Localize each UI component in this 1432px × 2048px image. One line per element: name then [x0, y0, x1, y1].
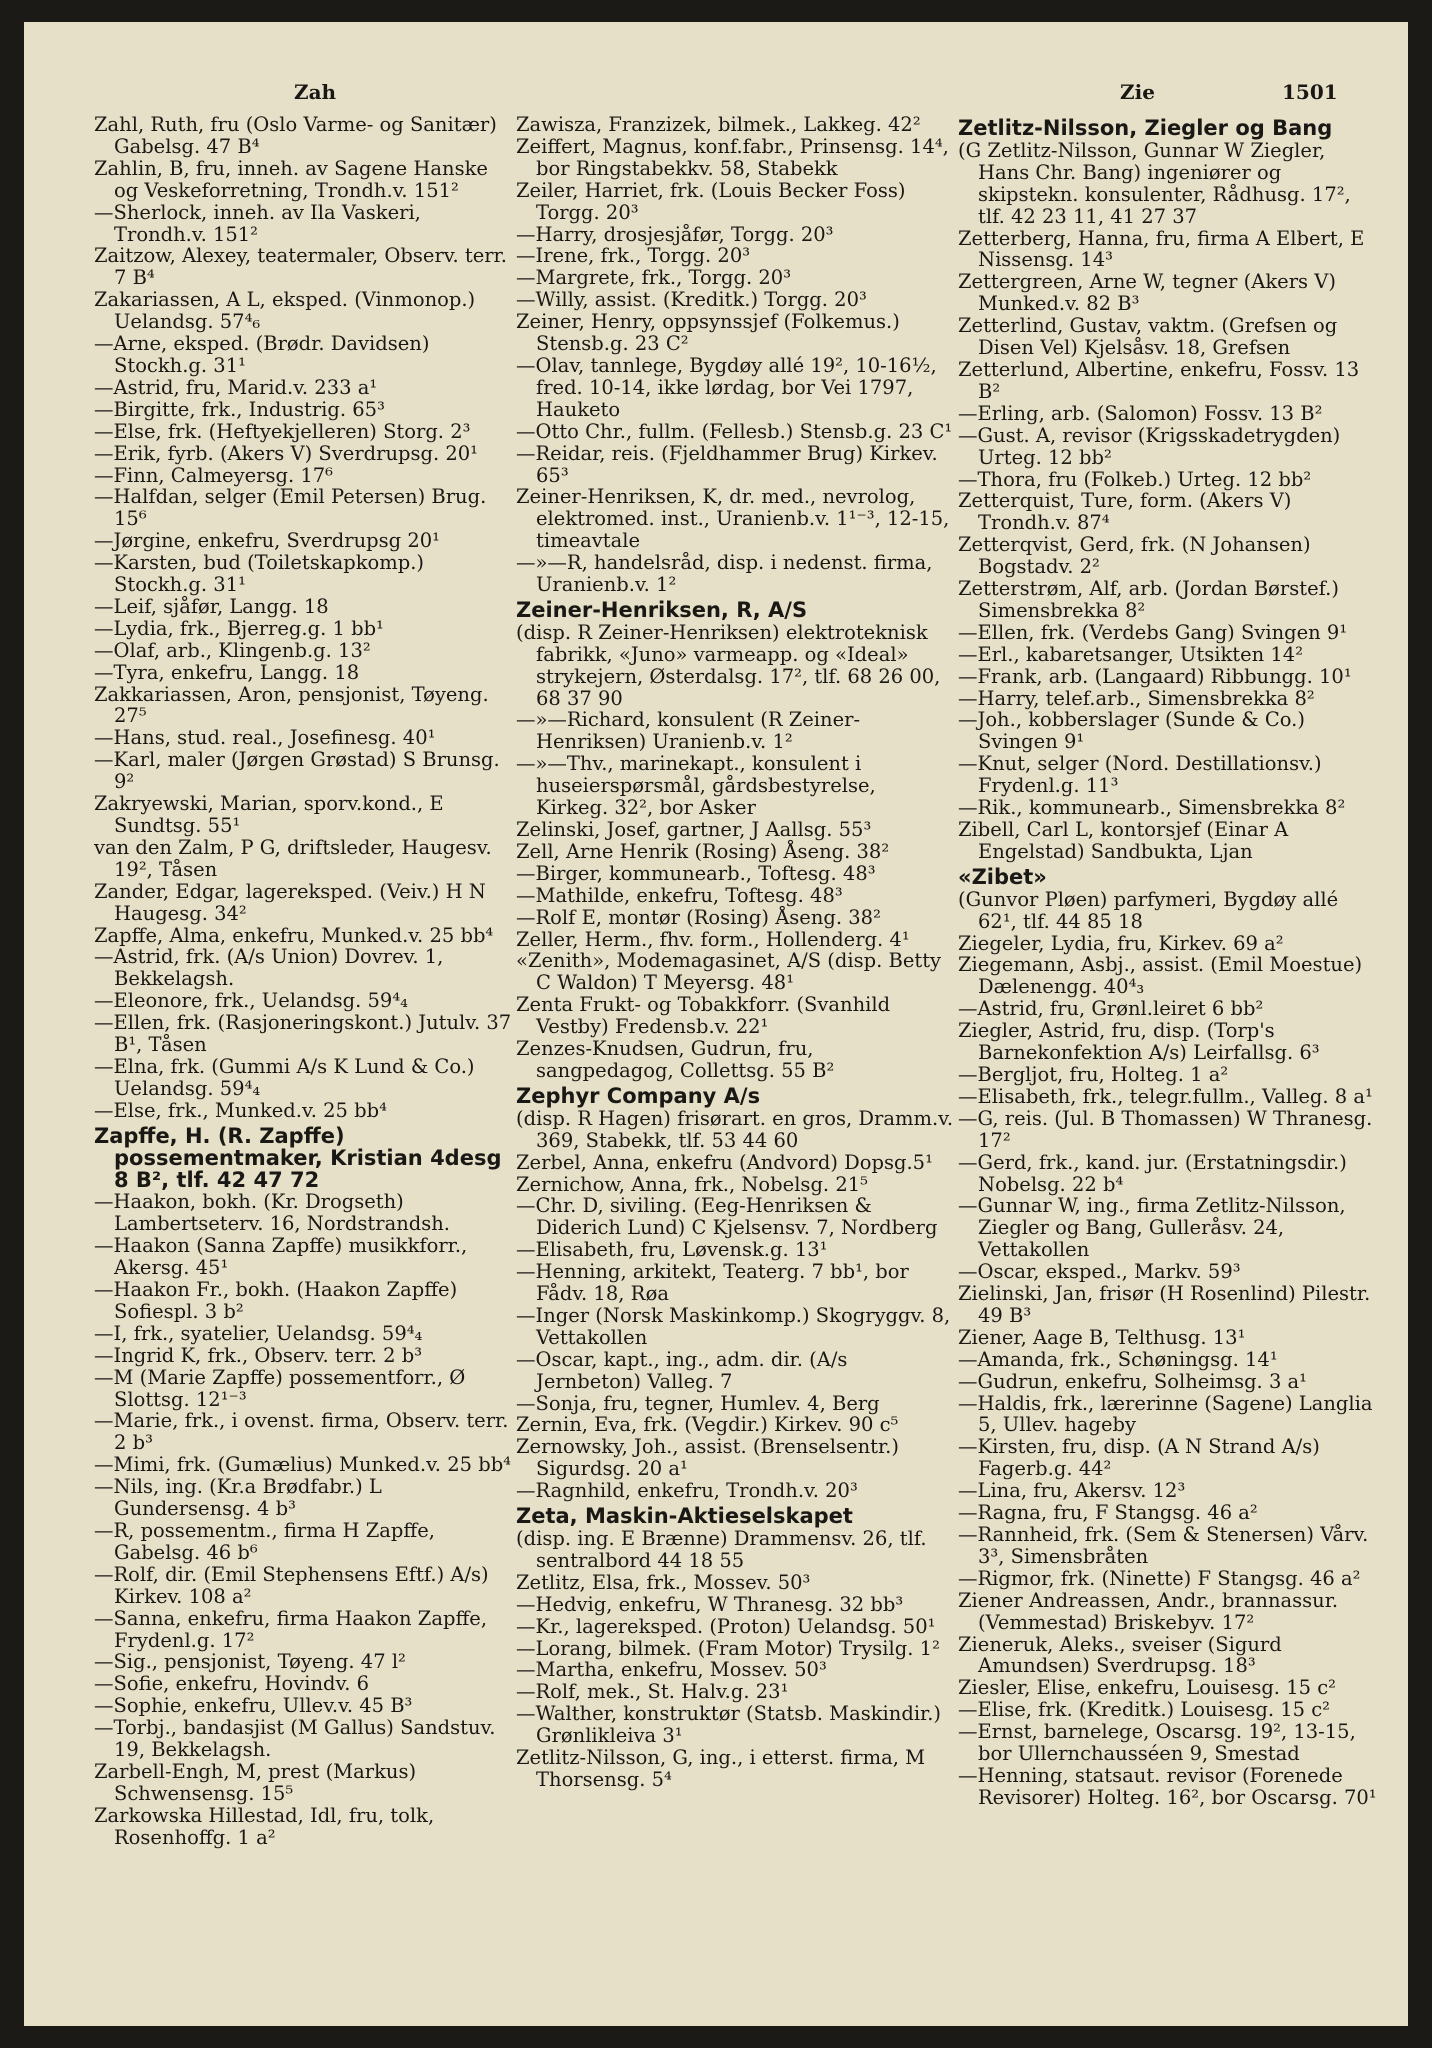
directory-entry: Zaitzow, Alexey, teatermaler, Observ. terr. 7 B⁴ — [94, 244, 514, 290]
directory-entry: —Walther, konstruktør (Statsb. Maskindir.) Grønlikleiva 3¹ — [516, 1702, 948, 1748]
directory-entry: —Sanna, enkefru, firma Haakon Zapffe, Frydenl.g. 17² — [94, 1606, 494, 1652]
directory-entry: —Arne, eksped. (Brødr. Davidsen) Stockh.g. 31¹ — [94, 332, 436, 377]
directory-entry: Zakryewski, Marian, sporv.kond., E Sundtsg. 55¹ — [94, 792, 450, 837]
directory-entry: Zetterquist, Ture, form. (Akers V) Trondh.v. 87⁴ — [958, 489, 1298, 535]
directory-entry: (disp. ing. E Brænne) Drammensv. 26, tlf. sentralbord 44 18 55 — [516, 1527, 933, 1572]
directory-entry: —Erling, arb. (Salomon) Fossv. 13 B² — [958, 401, 1323, 425]
directory-entry: —Oscar, kapt., ing., adm. dir. (A/s Jernbeton) Valleg. 7 — [516, 1347, 854, 1393]
directory-entry: —Karsten, bud (Toiletskapkomp.) Stockh.g. 31¹ — [94, 551, 431, 597]
directory-entry: —Willy, assist. (Kreditk.) Torgg. 20³ — [516, 288, 867, 312]
directory-entry: —R, possementm., firma H Zapffe, Gabelsg. 46 b⁶ — [94, 1519, 442, 1564]
directory-entry: —Olaf, arb., Klingenb.g. 13² — [94, 638, 371, 662]
directory-entry: Zapffe, Alma, enkefru, Munked.v. 25 bb⁴ — [94, 923, 494, 947]
directory-entry: Zetterstrøm, Alf, arb. (Jordan Børstef.) Simensbrekka 8² — [958, 577, 1346, 622]
directory-entry: —Sherlock, inneh. av Ila Vaskeri, Trondh.v. 151² — [94, 200, 428, 246]
directory-entry: (G Zetlitz-Nilsson, Gunnar W Ziegler, Hans Chr. Bang) ingeniører og skipstekn. konsulenter, Rådhusg. 17², tlf. 42 23 11, 41 27 37 — [958, 138, 1357, 228]
directory-entry: —Sofie, enkefru, Hovindv. 6 — [94, 1672, 370, 1696]
directory-entry: —Martha, enkefru, Mossev. 50³ — [516, 1658, 827, 1682]
directory-entry: Zettergreen, Arne W, tegner (Akers V) Munked.v. 82 B³ — [958, 270, 1343, 316]
directory-entry: —Rolf, mek., St. Halv.g. 23¹ — [516, 1680, 789, 1704]
firm-heading-entry: Zeiner-Henriksen, R, A/S — [516, 597, 808, 622]
directory-entry: —Astrid, fru, Marid.v. 233 a¹ — [94, 375, 378, 399]
directory-entry: —Haakon, bokh. (Kr. Drogseth) Lambertseterv. 16, Nordstrandsh. — [94, 1190, 451, 1236]
directory-entry: —Henning, statsaut. revisor (Forenede Revisorer) Holteg. 16², bor Oscarsg. 70¹ — [958, 1763, 1377, 1809]
directory-entry: Zander, Edgar, lagereksped. (Veiv.) H N Haugesg. 34² — [94, 879, 493, 925]
directory-entry: —Marie, frk., i ovenst. firma, Observ. terr. 2 b³ — [94, 1409, 515, 1455]
directory-entry: —Frank, arb. (Langaard) Ribbungg. 10¹ — [958, 664, 1352, 688]
directory-entry: —Rigmor, frk. (Ninette) F Stangsg. 46 a² — [958, 1566, 1361, 1590]
directory-entry: —Oscar, eksped., Markv. 59³ — [958, 1260, 1241, 1284]
directory-entry: —Erl., kabaretsanger, Utsikten 14² — [958, 642, 1304, 666]
directory-entry: —Halfdan, selger (Emil Petersen) Brug. 15⁶ — [94, 485, 493, 531]
firm-heading-entry: «Zibet» — [958, 864, 1047, 889]
directory-entry: —Mimi, frk. (Gumælius) Munked.v. 25 bb⁴ — [94, 1453, 512, 1477]
directory-entry: —Harry, drosjesjåfør, Torgg. 20³ — [516, 222, 834, 246]
firm-heading-entry: Zeta, Maskin-Aktieselskapet — [516, 1504, 853, 1529]
directory-entry: —Erik, fyrb. (Akers V) Sverdrupsg. 20¹ — [94, 441, 479, 465]
directory-entry: Zahl, Ruth, fru (Oslo Varme- og Sanitær) Gabelsg. 47 B⁴ — [94, 113, 504, 158]
column-2 — [516, 113, 960, 2014]
directory-entry: —Ernst, barnelege, Oscarsg. 19², 13-15, bor Ullernchausséen 9, Smestad — [958, 1720, 1362, 1766]
directory-entry: —Margrete, frk., Torgg. 20³ — [516, 266, 792, 290]
directory-entry: —Kirsten, fru, disp. (A N Strand A/s) Fagerb.g. 44² — [958, 1435, 1327, 1481]
directory-entry: Zernowsky, Joh., assist. (Brenselsentr.) Sigurdsg. 20 a¹ — [516, 1435, 906, 1481]
directory-entry: Zakariassen, A L, eksped. (Vinmonop.) Uelandsg. 57⁴₆ — [94, 288, 482, 334]
directory-entry: —Haldis, frk., lærerinne (Sagene) Langlia 5, Ullev. hageby — [958, 1391, 1379, 1437]
directory-entry: —»—Thv., marinekapt., konsulent i huseierspørsmål, gårdsbestyrelse, Kirkeg. 32², bor Asker — [516, 752, 882, 820]
directory-entry: Zeiner-Henriksen, K, dr. med., nevrolog, elektromed. inst., Uranienb.v. 1¹⁻³, 12-15, timeavtale — [516, 485, 956, 553]
directory-entry: —Torbj., bandasjist (M Gallus) Sandstuv. 19, Bekkelagsh. — [94, 1716, 502, 1762]
directory-entry: —Nils, ing. (Kr.a Brødfabr.) L Gundersensg. 4 b³ — [94, 1475, 389, 1521]
directory-entry: Zenta Frukt- og Tobakkforr. (Svanhild Vestby) Fredensb.v. 22¹ — [516, 993, 897, 1039]
directory-entry: Zetterlind, Gustav, vaktm. (Grefsen og Disen Vel) Kjelsåsv. 18, Grefsen — [958, 314, 1344, 360]
directory-entry: —Leif, sjåfør, Langg. 18 — [94, 594, 329, 618]
directory-entry: —Irene, frk., Torgg. 20³ — [516, 244, 751, 268]
directory-entry: Zielinski, Jan, frisør (H Rosenlind) Pilestr. 49 B³ — [958, 1282, 1377, 1327]
directory-entry: —Astrid, frk. (A/s Union) Dovrev. 1, Bekkelagsh. — [94, 945, 450, 991]
directory-entry: —Otto Chr., fullm. (Fellesb.) Stensb.g. 23 C¹ — [516, 419, 953, 443]
directory-entry: —Hedvig, enkefru, W Thranesg. 32 bb³ — [516, 1592, 904, 1616]
directory-entry: —Kr., lagereksped. (Proton) Uelandsg. 50¹ — [516, 1614, 936, 1638]
directory-entry: —Joh., kobberslager (Sunde & Co.) Svingen 9¹ — [958, 708, 1312, 754]
page-number: 1501 — [1282, 80, 1338, 104]
directory-entry: —Birgitte, frk., Industrig. 65³ — [94, 397, 385, 421]
directory-entry: —Chr. D, siviling. (Eeg-Henriksen & Diderich Lund) C Kjelsensv. 7, Nordberg — [516, 1194, 938, 1240]
directory-entry: —I, frk., syatelier, Uelandsg. 59⁴₄ — [94, 1321, 423, 1345]
directory-entry: —Sonja, fru, tegner, Humlev. 4, Berg — [516, 1391, 880, 1415]
directory-entry: Zarbell-Engh, M, prest (Markus) Schwensensg. 15⁵ — [94, 1759, 423, 1805]
directory-entry: —Elna, frk. (Gummi A/s K Lund & Co.) Uelandsg. 59⁴₄ — [94, 1054, 481, 1100]
directory-entry: Zarkowska Hillestad, Idl, fru, tolk, Rosenhoffg. 1 a² — [94, 1803, 441, 1849]
directory-entry: —Amanda, frk., Schøningsg. 14¹ — [958, 1347, 1278, 1371]
directory-page — [24, 22, 1408, 2026]
directory-entry: —Gunnar W, ing., firma Zetlitz-Nilsson, Ziegler og Bang, Gulleråsv. 24, Vettakollen — [958, 1194, 1352, 1262]
directory-entry: —Gust. A, revisor (Krigsskadetrygden) Urteg. 12 bb² — [958, 423, 1347, 469]
directory-entry: (disp. R Hagen) frisørart. en gros, Dramm.v. 369, Stabekk, tlf. 53 44 60 — [516, 1106, 960, 1152]
directory-entry: —Thora, fru (Folkeb.) Urteg. 12 bb² — [958, 467, 1312, 491]
directory-entry: —Rik., kommunearb., Simensbrekka 8² — [958, 796, 1346, 820]
directory-entry: —Ellen, frk. (Rasjoneringskont.) Jutulv. 37 B¹, Tåsen — [94, 1011, 518, 1057]
directory-entry: —G, reis. (Jul. B Thomassen) W Thranesg. 17² — [958, 1106, 1379, 1152]
directory-entry: Ziegemann, Asbj., assist. (Emil Moestue) Dælenengg. 40⁴₃ — [958, 953, 1369, 999]
directory-entry: —Astrid, fru, Grønl.leiret 6 bb² — [958, 997, 1264, 1021]
directory-entry: —Sig., pensjonist, Tøyeng. 47 l² — [94, 1650, 406, 1674]
directory-entry: —M (Marie Zapffe) possementforr., Ø Slottsg. 12¹⁻³ — [94, 1365, 472, 1411]
directory-entry: Zieneruk, Aleks., sveiser (Sigurd Amundsen) Sverdrupsg. 18³ — [958, 1632, 1288, 1678]
directory-entry: —Birger, kommunearb., Toftesg. 48³ — [516, 861, 876, 885]
directory-entry: Ziegler, Astrid, fru, disp. (Torp's Barnekonfektion A/s) Leirfallsg. 6³ — [958, 1019, 1320, 1065]
directory-entry: —Ragna, fru, F Stangsg. 46 a² — [958, 1501, 1258, 1525]
directory-entry: —»—R, handelsråd, disp. i nedenst. firma, Uranienb.v. 1² — [516, 551, 939, 597]
directory-entry: —Rolf, dir. (Emil Stephensens Eftf.) A/s) Kirkev. 108 a² — [94, 1562, 495, 1608]
directory-entry: —Else, frk., Munked.v. 25 bb⁴ — [94, 1098, 387, 1122]
directory-entry: —Mathilde, enkefru, Toftesg. 48³ — [516, 883, 843, 907]
directory-entry: Zahlin, B, fru, inneh. av Sagene Hanske og Veskeforretning, Trondh.v. 151² — [94, 156, 495, 202]
directory-entry: Zernin, Eva, frk. (Vegdir.) Kirkev. 90 c⁵ — [516, 1413, 899, 1437]
directory-entry: —Sophie, enkefru, Ullev.v. 45 B³ — [94, 1694, 413, 1718]
directory-entry: —Karl, maler (Jørgen Grøstad) S Brunsg. 9² — [94, 748, 506, 794]
directory-entry: Zetterqvist, Gerd, frk. (N Johansen) Bogstadv. 2² — [958, 533, 1317, 579]
directory-entry: —Tyra, enkefru, Langg. 18 — [94, 660, 360, 684]
directory-entry: Zetlitz-Nilsson, G, ing., i etterst. firma, M Thorsensg. 5⁴ — [516, 1746, 932, 1791]
directory-entry: —Finn, Calmeyersg. 17⁶ — [94, 463, 333, 487]
directory-entry: Zerbel, Anna, enkefru (Andvord) Dopsg.5¹ — [516, 1150, 933, 1174]
firm-heading-entry: Zephyr Company A/s — [516, 1083, 761, 1108]
directory-entry: —Lydia, frk., Bjerreg.g. 1 bb¹ — [94, 616, 384, 640]
column-1 — [94, 113, 518, 2014]
directory-entry: Zeiffert, Magnus, konf.fabr., Prinsensg. 14⁴, bor Ringstabekkv. 58, Stabekk — [516, 134, 956, 180]
directory-entry: Zeiner, Henry, oppsynssjef (Folkemus.) Stensb.g. 23 C² — [516, 310, 907, 356]
directory-entry: Zeiler, Harriet, frk. (Louis Becker Foss) Torgg. 20³ — [516, 178, 912, 224]
directory-entry: Zawisza, Franzizek, bilmek., Lakkeg. 42² — [516, 113, 921, 136]
directory-entry: —Lorang, bilmek. (Fram Motor) Trysilg. 1² — [516, 1636, 940, 1660]
directory-entry: Zelinski, Josef, gartner, J Aallsg. 55³ — [516, 818, 872, 841]
directory-entry: —Gerd, frk., kand. jur. (Erstatningsdir.) Nobelsg. 22 b⁴ — [958, 1150, 1354, 1196]
directory-entry: —Lina, fru, Akersv. 12³ — [958, 1479, 1186, 1503]
directory-entry: Zernichow, Anna, frk., Nobelsg. 21⁵ — [516, 1172, 868, 1196]
directory-entry: —Henning, arkitekt, Teaterg. 7 bb¹, bor Fådv. 18, Røa — [516, 1260, 916, 1306]
directory-entry: Zetlitz, Elsa, frk., Mossev. 50³ — [516, 1570, 811, 1594]
directory-entry: Zenzes-Knudsen, Gudrun, fru, sangpedagog, Collettsg. 55 B² — [516, 1037, 835, 1082]
directory-entry: —Jørgine, enkefru, Sverdrupsg 20¹ — [94, 529, 440, 553]
directory-entry: —Rolf E, montør (Rosing) Åseng. 38² — [516, 905, 881, 929]
directory-entry: Zeller, Herm., fhv. form., Hollenderg. 4¹ — [516, 927, 910, 951]
directory-entry: Zakkariassen, Aron, pensjonist, Tøyeng. 27⁵ — [94, 682, 495, 728]
directory-entry: Ziesler, Elise, enkefru, Louisesg. 15 c² — [958, 1676, 1336, 1700]
directory-entry: Ziegeler, Lydia, fru, Kirkev. 69 a² — [958, 931, 1284, 955]
directory-entry: —»—Richard, konsulent (R Zeiner-Henriksen) Uranienb.v. 1² — [516, 708, 861, 754]
directory-entry: «Zenith», Modemagasinet, A/S (disp. Betty C Waldon) T Meyersg. 48¹ — [516, 949, 948, 995]
directory-entry: —Hans, stud. real., Josefinesg. 40¹ — [94, 726, 436, 750]
header-right-guide-word: Zie — [1120, 80, 1155, 104]
directory-entry: Ziener, Aage B, Telthusg. 13¹ — [958, 1325, 1246, 1349]
directory-entry: —Olav, tannlege, Bygdøy allé 19², 10-16½, fred. 10-14, ikke lørdag, bor Vei 1797, Hauketo — [516, 353, 943, 421]
directory-entry: Zell, Arne Henrik (Rosing) Åseng. 38² — [516, 839, 890, 863]
firm-heading-entry: Zetlitz-Nilsson, Ziegler og Bang — [958, 116, 1333, 140]
directory-entry: —Inger (Norsk Maskinkomp.) Skogryggv. 8, Vettakollen — [516, 1303, 957, 1349]
directory-entry: —Gudrun, enkefru, Solheimsg. 3 a¹ — [958, 1369, 1308, 1393]
directory-entry: —Ellen, frk. (Verdebs Gang) Svingen 9¹ — [958, 620, 1348, 644]
directory-entry: (disp. R Zeiner-Henriksen) elektroteknisk fabrikk, «Juno» varmeapp. og «Ideal» strykejern, Østerdalsg. 17², tlf. 68 26 00, 68 37 90 — [516, 620, 947, 710]
directory-entry: Zetterlund, Albertine, enkefru, Fossv. 13 B² — [958, 357, 1366, 403]
directory-entry: —Haakon (Sanna Zapffe) musikkforr., Akersg. 45¹ — [94, 1234, 474, 1280]
directory-entry: van den Zalm, P G, driftsleder, Haugesv. 19², Tåsen — [94, 835, 498, 881]
directory-entry: —Ingrid K, frk., Observ. terr. 2 b³ — [94, 1343, 423, 1367]
directory-entry: —Ragnhild, enkefru, Trondh.v. 20³ — [516, 1479, 858, 1503]
directory-entry: —Haakon Fr., bokh. (Haakon Zapffe) Sofiespl. 3 b² — [94, 1278, 464, 1323]
directory-entry: Zibell, Carl L, kontorsjef (Einar A Engelstad) Sandbukta, Ljan — [958, 818, 1295, 863]
directory-entry: —Rannheid, frk. (Sem & Stenersen) Vårv. 3³, Simensbråten — [958, 1523, 1375, 1568]
directory-entry: —Eleonore, frk., Uelandsg. 59⁴₄ — [94, 989, 408, 1013]
directory-entry: —Elisabeth, frk., telegr.fullm., Valleg. 8 a¹ — [958, 1084, 1373, 1108]
directory-entry: Ziener Andreassen, Andr., brannassur. (Vemmestad) Briskebyv. 17² — [958, 1588, 1345, 1634]
directory-entry: —Knut, selger (Nord. Destillationsv.) Frydenl.g. 11³ — [958, 752, 1328, 798]
directory-entry: Zetterberg, Hanna, fru, firma A Elbert, E Nissensg. 14³ — [958, 226, 1371, 272]
column-3 — [958, 114, 1378, 2014]
directory-entry: —Harry, telef.arb., Simensbrekka 8² — [958, 686, 1315, 710]
directory-entry: —Reidar, reis. (Fjeldhammer Brug) Kirkev. 65³ — [516, 441, 944, 487]
directory-entry: (Gunvor Pløen) parfymeri, Bygdøy allé 62¹, tlf. 44 85 18 — [958, 887, 1345, 933]
directory-entry: —Elisabeth, fru, Løvensk.g. 13¹ — [516, 1238, 828, 1262]
header-left-guide-word: Zah — [294, 80, 337, 104]
directory-entry: —Else, frk. (Heftyekjelleren) Storg. 2³ — [94, 419, 471, 443]
firm-heading-entry: Zapffe, H. (R. Zapffe) possementmaker, Kristian 4desg 8 B², tlf. 42 47 72 — [94, 1123, 509, 1192]
directory-entry: —Elise, frk. (Kreditk.) Louisesg. 15 c² — [958, 1698, 1330, 1722]
directory-entry: —Bergljot, fru, Holteg. 1 a² — [958, 1062, 1229, 1086]
